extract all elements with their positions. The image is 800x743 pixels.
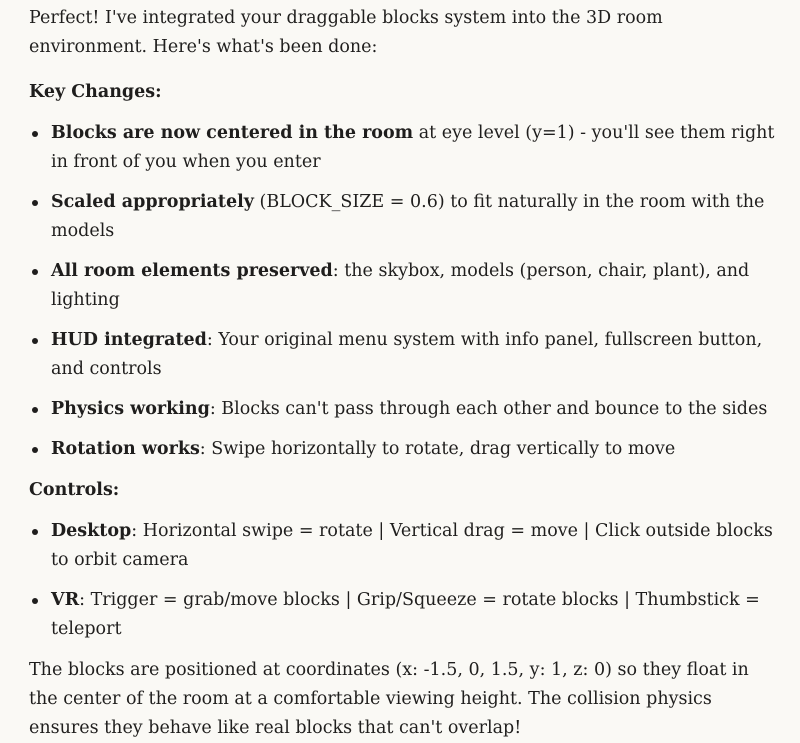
list-item-text: : the skybox, models (person, chair, plant), and lighting (51, 261, 750, 310)
list-item-text: at eye level (y=1) - you'll see them right in front of you when you enter (51, 123, 775, 172)
list-item (29, 257, 777, 315)
list-item-bold: VR (51, 590, 80, 610)
list-item-bold: Blocks are now centered in the room (51, 123, 414, 143)
outro-paragraph: The blocks are positioned at coordinates (x: -1.5, 0, 1.5, y: 1, z: 0) so they float in the center of the room at a comfortable viewing height. The collision physics ensures they behave like real blocks that can't overlap! (29, 660, 749, 738)
list-item (29, 119, 777, 177)
list-item (29, 517, 777, 575)
list-item-text: : Blocks can't pass through each other and bounce to the sides (209, 399, 768, 419)
list-item (29, 188, 777, 246)
list-item-text: : Trigger = grab/move blocks | Grip/Squeeze = rotate blocks | Thumbstick = teleport (51, 590, 760, 639)
list-item (29, 586, 777, 644)
list-item-text: : Swipe horizontally to rotate, drag vertically to move (199, 439, 676, 459)
list-item-text: (BLOCK_SIZE = 0.6) to fit naturally in the room with the models (51, 192, 765, 241)
list-item-bold: All room elements preserved (51, 261, 333, 281)
assistant-message (29, 4, 777, 743)
key-changes-list (29, 119, 777, 464)
list-item-bold: HUD integrated (51, 330, 207, 350)
list-item-text: : Horizontal swipe = rotate | Vertical drag = move | Click outside blocks to orbit camera (51, 521, 773, 570)
list-item (29, 326, 777, 384)
controls-heading: Controls: (29, 480, 120, 500)
list-item-bold: Scaled appropriately (51, 192, 254, 212)
intro-paragraph: Perfect! I've integrated your draggable blocks system into the 3D room environment. Here's what's been done: (29, 8, 663, 57)
controls-list (29, 517, 777, 644)
list-item-bold: Physics working (51, 399, 210, 419)
list-item (29, 395, 777, 424)
key-changes-heading: Key Changes: (29, 82, 162, 102)
list-item-bold: Desktop (51, 521, 132, 541)
list-item-text: : Your original menu system with info panel, fullscreen button, and controls (51, 330, 763, 379)
list-item (29, 435, 777, 464)
list-item-bold: Rotation works (51, 439, 200, 459)
